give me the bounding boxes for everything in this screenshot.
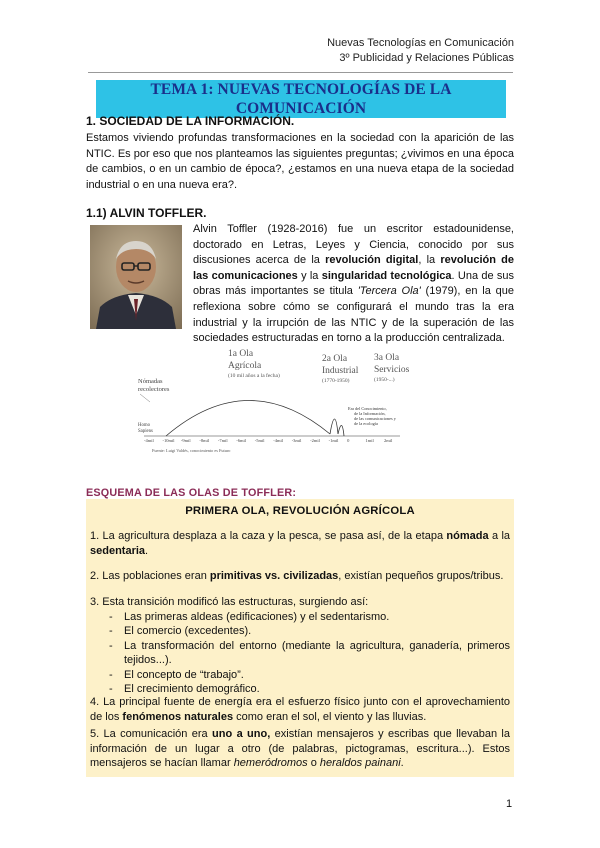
first-wave-title: PRIMERA OLA, REVOLUCIÓN AGRÍCOLA (185, 505, 415, 517)
nomadas-pointer (140, 394, 150, 402)
toffler-waves-diagram (138, 346, 410, 453)
section-heading-sociedad: 1. SOCIEDAD DE LA INFORMACIÓN. (86, 114, 295, 128)
section-heading-toffler: 1.1) ALVIN TOFFLER. (86, 206, 207, 220)
wave-point-4: 4. La principal fuente de energía era el esfuerzo físico junto con el aprovechamiento de los fenómenos naturales como eran el sol, el viento y las lluvias. (90, 696, 510, 723)
axis-tick-label: -10mil (162, 438, 175, 443)
running-header (327, 36, 514, 66)
list-item: - El crecimiento demográfico. (90, 682, 510, 697)
wave2-title: 2a Ola (322, 354, 348, 364)
wave-point-3-list (90, 610, 510, 697)
axis-tick-label: -2mil (310, 438, 320, 443)
header-divider (88, 72, 513, 73)
wave-point-5: 5. La comunicación era uno a uno, existían mensajeros y escribas que llevaban la información de un lugar a otro (de palabras, pictogramas, escritura...). Estos mensajeros se hacían llamar hemeródromos o heraldos painani. (90, 728, 510, 769)
recolectores-label: recolectores (138, 386, 170, 393)
page-number: 1 (506, 798, 513, 810)
first-wave-box (86, 499, 514, 777)
wave2-curve (330, 419, 338, 434)
list-item: - Las primeras aldeas (edificaciones) y el sedentarismo. (90, 610, 510, 625)
section-paragraph-sociedad: Estamos viviendo profundas transformaciones en la sociedad con la aparición de las NTIC. Es por eso que nos planteamos las siguientes preguntas; ¿vivimos en una época de cambios, o en un cambio de época?, ¿estamos en una nueva etapa de la sociedad industrial o en una nueva era?. (86, 132, 514, 192)
wave1-name: Agrícola (228, 361, 262, 371)
time-axis-ticks (144, 438, 393, 443)
axis-tick-label: -8mil (199, 438, 210, 443)
era-label-2: de la Información, (354, 411, 386, 416)
wave-point-2: 2. Las poblaciones eran primitivas vs. civilizadas, existían pequeños grupos/tribus. (90, 570, 504, 582)
toffler-bio-paragraph: Alvin Toffler (1928-2016) fue un escritor estadounidense, doctorado en Letras, Leyes y Ciencia, conocido por sus discusiones acerca de la revolución digital, la revolución de las comunicaciones y la singularidad tecnológica. Una de sus obras más importantes se titula 'Tercera Ola' (1979), en la que reflexiona sobre cómo se configurará el mundo tras la era industrial y la irrupción de las NTIC y de la superación de las sociedades estructuradas en torno a la producción centralizada. (193, 223, 514, 345)
nomadas-label: Nómadas (138, 378, 163, 385)
scheme-heading: ESQUEMA DE LAS OLAS DE TOFFLER: (86, 487, 297, 499)
axis-tick-label: -4mil (273, 438, 283, 443)
wave1-curve (166, 400, 330, 436)
page-title: TEMA 1: NUEVAS TECNOLOGÍAS DE LA COMUNICACIÓN (96, 80, 506, 118)
axis-tick-label: -1mil (328, 438, 339, 443)
toffler-portrait-image (90, 225, 182, 329)
wave2-name: Industrial (322, 366, 359, 376)
header-course: Nuevas Tecnologías en Comunicación (327, 37, 514, 49)
wave-point-3 (90, 595, 510, 697)
wave-point-3-intro: 3. Esta transición modificó las estructuras, surgiendo así: (90, 596, 369, 608)
wave1-period: (10 mil años a la fecha) (228, 373, 280, 379)
axis-tick-label: 1mil (365, 438, 374, 443)
sapiens-label: Sapiens (138, 429, 153, 434)
axis-tick-label: -9mil (180, 438, 191, 443)
list-item: - La transformación del entorno (mediante la agricultura, ganadería, primeros tejidos...). (90, 639, 510, 668)
wave3-name: Servicios (374, 365, 410, 375)
era-label-4: de la ecología (354, 421, 378, 426)
wave-point-1: 1. La agricultura desplaza a la caza y la pesca, se pasa así, de la etapa nómada a la sedentaria. (90, 530, 511, 557)
diagram-source: Fuente: Luigi Valdés, conocimiento es Futuro (152, 448, 231, 453)
wave1-title: 1a Ola (228, 349, 254, 359)
axis-tick-label: -4mil (144, 438, 154, 443)
wave2-period: (1770-1950) (322, 378, 350, 384)
header-degree: 3º Publicidad y Relaciones Públicas (339, 52, 514, 64)
wave3-curve (338, 425, 344, 436)
axis-tick-label: -6mil (236, 438, 247, 443)
era-label-3: de las comunicaciones y (354, 416, 396, 421)
era-label-1: Era del Conocimiento, (348, 406, 387, 411)
axis-tick-label: -7mil (217, 438, 228, 443)
axis-tick-label: -3mil (291, 438, 302, 443)
axis-tick-label: 2mil (384, 438, 393, 443)
axis-tick-label: 0 (347, 438, 350, 443)
list-item: - El concepto de “trabajo”. (90, 668, 510, 683)
wave3-title: 3a Ola (374, 353, 400, 363)
homo-label: Homo (138, 423, 150, 428)
wave3-period: (1950-...) (374, 377, 395, 383)
list-item: - El comercio (excedentes). (90, 624, 510, 639)
axis-tick-label: -5mil (254, 438, 265, 443)
